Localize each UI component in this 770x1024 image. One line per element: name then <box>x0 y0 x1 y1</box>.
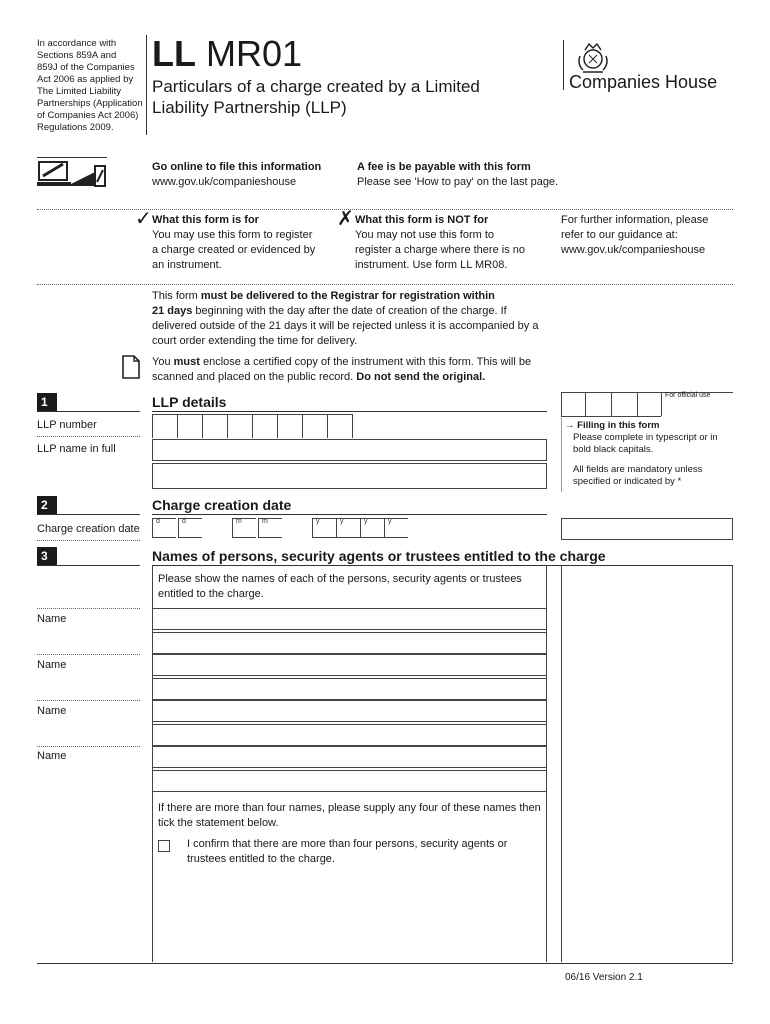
section3-side-panel <box>561 566 733 962</box>
official-use-boxes: For official use <box>561 392 733 418</box>
divider <box>37 654 140 655</box>
section-rule <box>37 565 140 566</box>
section-number: 1 <box>37 393 57 411</box>
llp-name-input[interactable] <box>152 439 547 461</box>
bottom-rule <box>37 963 733 964</box>
online-filing-info: Go online to file this information www.gov.uk/companieshouse <box>152 161 322 188</box>
header-divider <box>146 35 147 135</box>
form-code: LL MR01 <box>152 33 303 74</box>
companies-house-logo: Companies House <box>563 40 733 95</box>
divider <box>37 284 733 285</box>
section-number: 3 <box>37 547 57 565</box>
divider <box>37 746 140 747</box>
confirm-checkbox[interactable] <box>158 840 170 852</box>
name-input[interactable] <box>152 608 547 630</box>
side-panel-rule <box>561 418 562 492</box>
name-label: Name <box>37 750 67 762</box>
cross-icon: ✗ <box>337 208 354 230</box>
llp-name-label: LLP name in full <box>37 443 116 455</box>
divider <box>37 700 140 701</box>
document-icon <box>122 355 140 379</box>
name-input[interactable] <box>152 700 547 722</box>
tick-icon: ✓ <box>135 208 152 230</box>
section-title: LLP details <box>152 394 227 410</box>
fee-info: A fee is be payable with this form Please see 'How to pay' on the last page. <box>357 161 559 188</box>
guidance-info: For further information, please refer to our guidance at: www.gov.uk/companieshouse <box>561 214 709 256</box>
section-title: Names of persons, security agents or trustees entitled to the charge <box>152 548 606 564</box>
section3-instruction: Please show the names of each of the persons, security agents or trustees entitled to the charge. <box>158 573 522 600</box>
section-rule <box>37 411 140 412</box>
form-not-for-info: What this form is NOT for You may not use this form to register a charge where there is no instrument. Use form LL MR08. <box>355 214 525 271</box>
version-footer: 06/16 Version 2.1 <box>565 972 643 983</box>
arrow-right-icon: → <box>565 420 578 431</box>
form-title: Particulars of a charge created by a Limited Liability Partnership (LLP) <box>152 77 480 117</box>
online-devices-icon <box>37 158 107 190</box>
name-label: Name <box>37 705 67 717</box>
form-for-info: What this form is for You may use this form to register a charge created or evidenced by an instrument. <box>152 214 316 271</box>
divider <box>37 436 140 437</box>
section-number: 2 <box>37 496 57 514</box>
name-input-line2[interactable] <box>152 678 547 700</box>
llp-name-input-line2[interactable] <box>152 463 547 489</box>
name-input[interactable] <box>152 654 547 676</box>
name-input-line2[interactable] <box>152 724 547 746</box>
section2-side-box <box>561 518 733 540</box>
section-title: Charge creation date <box>152 497 292 513</box>
name-input[interactable] <box>152 746 547 768</box>
llp-number-input[interactable] <box>152 414 352 438</box>
royal-crest-icon <box>575 40 611 74</box>
enclose-notice: You must enclose a certified copy of the instrument with this form. This will be scanned and placed on the public record. Do not send the original. <box>152 356 532 383</box>
name-input-line2[interactable] <box>152 770 547 792</box>
divider <box>37 540 140 541</box>
section-rule <box>37 514 140 515</box>
section-rule <box>152 411 547 412</box>
filling-guidance: → Filling in this form Please complete in typescript or in bold black capitals. All fields are mandatory unless specified or indicated by * <box>565 420 718 487</box>
section-rule <box>152 514 547 515</box>
more-names-text: If there are more than four names, please supply any four of these names then tick the statement below. <box>158 802 541 829</box>
name-label: Name <box>37 659 67 671</box>
icon-top-rule <box>37 157 107 158</box>
charge-date-input[interactable]: d d m m y y y y <box>152 518 412 540</box>
charge-date-label: Charge creation date <box>37 523 140 535</box>
name-label: Name <box>37 613 67 625</box>
divider <box>37 608 140 609</box>
confirm-text: I confirm that there are more than four persons, security agents or trustees entitled to the charge. <box>187 838 508 865</box>
delivery-notice: This form must be delivered to the Registrar for registration within 21 days beginning with the day after the date of creation of the charge. If delivered outside of the 21 days it will be rejected unless it is accompanied by a court order extending the time for delivery. <box>152 290 539 347</box>
name-input-line2[interactable] <box>152 632 547 654</box>
legal-note: In accordance with Sections 859A and 859J of the Companies Act 2006 as applied by The Limited Liability Partnerships (Application of Companies Act 2006) Regulations 2009. <box>37 38 143 133</box>
llp-number-label: LLP number <box>37 419 97 431</box>
